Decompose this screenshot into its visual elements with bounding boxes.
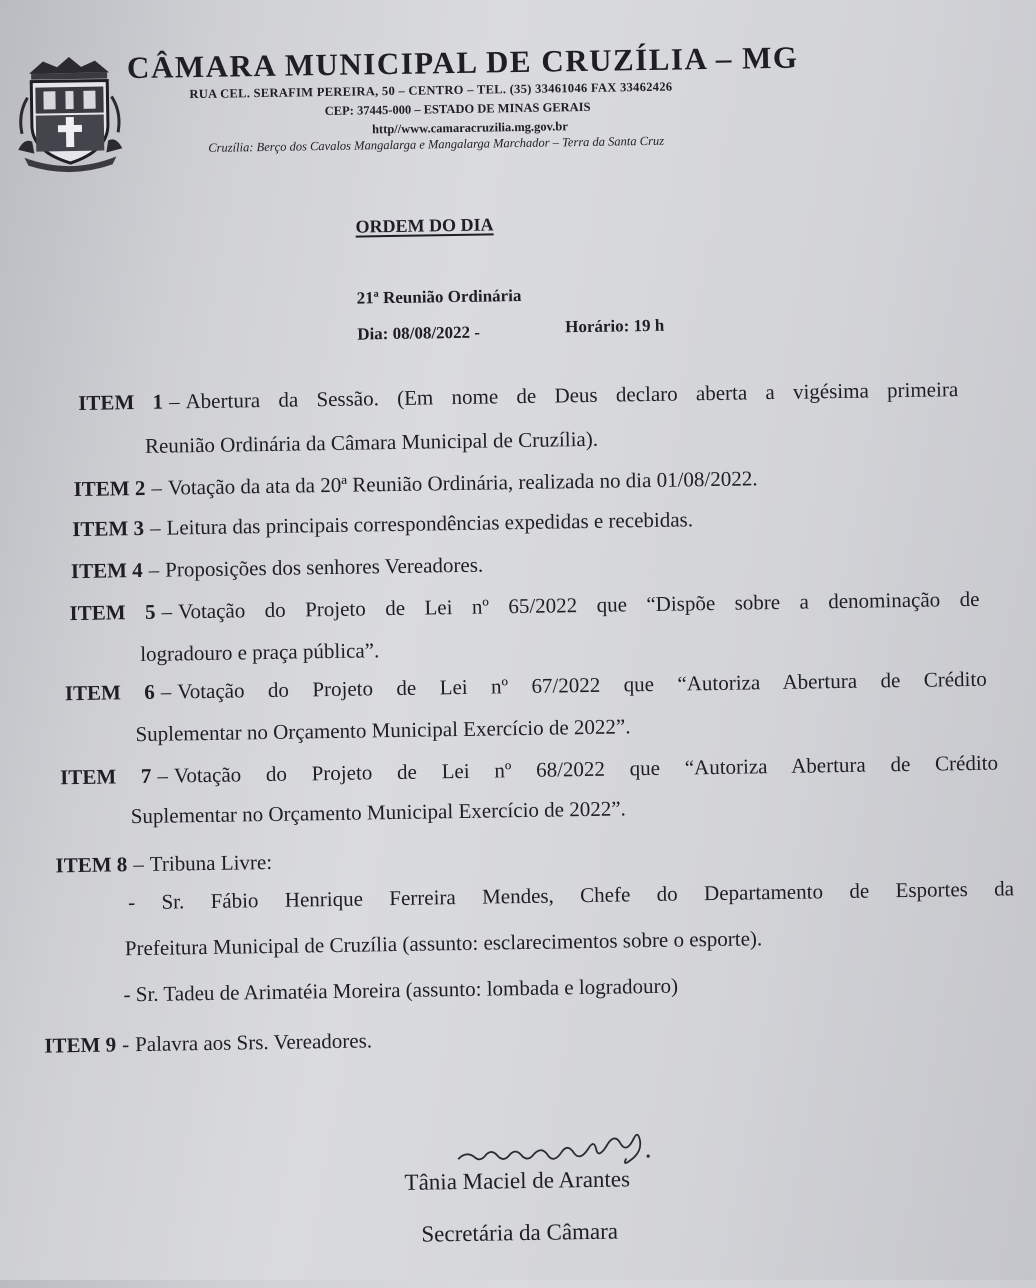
meeting-date: Dia: 08/08/2022 - <box>357 322 481 344</box>
meeting-name: 21ª Reunião Ordinária <box>356 285 522 308</box>
agenda-item-8-speaker-1-cont: Prefeitura Municipal de Cruzília (assunto: esclarecimentos sobre o esporte). <box>124 926 763 961</box>
agenda-item-8-speaker-2: - Sr. Tadeu de Arimatéia Moreira (assunto: lombada e logradouro) <box>123 973 679 1007</box>
item-text: Tribuna Livre: <box>149 849 273 876</box>
agenda-item-7: ITEM 7 – Votação do Projeto de Lei nº 68/2022 que “Autoriza Abertura de Crédito <box>59 750 999 790</box>
item-text: Votação do Projeto de Lei nº 67/2022 que “Autoriza Abertura de Crédito <box>177 666 987 704</box>
item-label: ITEM 6 <box>64 679 155 706</box>
item-label: ITEM 1 <box>78 389 164 415</box>
item-label: ITEM 5 <box>69 599 156 626</box>
item-text: Abertura da Sessão. (Em nome de Deus declaro aberta a vigésima primeira <box>185 377 959 414</box>
item-text: Votação do Projeto de Lei nº 65/2022 que “Dispõe sobre a denominação de <box>177 586 980 624</box>
item-label: ITEM 3 <box>72 515 145 542</box>
org-name: CÂMARA MUNICIPAL DE CRUZÍLIA – MG <box>126 39 799 86</box>
item-text: Proposições dos senhores Vereadores. <box>164 552 484 582</box>
agenda-item-1-cont: Reunião Ordinária da Câmara Municipal de Cruzília). <box>144 426 599 458</box>
item-label: ITEM 4 <box>70 557 143 584</box>
cep-line: CEP: 37445-000 – ESTADO DE MINAS GERAIS <box>324 99 591 119</box>
item-label: ITEM 7 <box>59 763 152 790</box>
address-line: RUA CEL. SERAFIM PEREIRA, 50 – CENTRO – TEL. (35) 33461046 FAX 33462426 <box>189 79 673 102</box>
item-text: Palavra aos Srs. Vereadores. <box>134 1028 373 1057</box>
coat-of-arms-icon <box>13 52 127 174</box>
item-text: Votação da ata da 20ª Reunião Ordinária, realizada no dia 01/08/2022. <box>167 466 758 500</box>
agenda-item-6: ITEM 6 – Votação do Projeto de Lei nº 67/2022 que “Autoriza Abertura de Crédito <box>64 666 987 706</box>
signer-name: Tânia Maciel de Arantes <box>404 1166 631 1195</box>
item-text: Votação do Projeto de Lei nº 68/2022 que “Autoriza Abertura de Crédito <box>173 750 999 788</box>
meeting-time: Horário: 19 h <box>564 315 665 337</box>
item-text: Leitura das principais correspondências expedidas e recebidas. <box>166 507 694 540</box>
item-label: ITEM 2 <box>73 475 146 502</box>
agenda-item-8: ITEM 8 – Tribuna Livre: <box>55 849 273 878</box>
agenda-item-6-cont: Suplementar no Orçamento Municipal Exercício de 2022”. <box>135 714 631 747</box>
agenda-item-8-speaker-1: - Sr. Fábio Henrique Ferreira Mendes, Chefe do Departamento de Esportes da <box>127 876 1015 915</box>
signer-role: Secretária da Câmara <box>421 1218 619 1247</box>
agenda-item-2: ITEM 2 – Votação da ata da 20ª Reunião Ordinária, realizada no dia 01/08/2022. <box>73 466 758 502</box>
motto-line: Cruzília: Berço dos Cavalos Mangalarga e Mangalarga Marchador – Terra da Santa Cruz <box>208 133 665 155</box>
agenda-item-7-cont: Suplementar no Orçamento Municipal Exercício de 2022”. <box>130 796 626 829</box>
item-label: ITEM 8 <box>55 852 128 878</box>
agenda-item-3: ITEM 3 – Leitura das principais correspondências expedidas e recebidas. <box>72 507 694 542</box>
agenda-item-5-cont: logradouro e praça pública”. <box>140 638 380 667</box>
item-label: ITEM 9 <box>44 1032 117 1058</box>
document-title: ORDEM DO DIA <box>355 214 494 237</box>
agenda-item-5: ITEM 5 – Votação do Projeto de Lei nº 65/2022 que “Dispõe sobre a denominação de <box>69 586 980 626</box>
website-line: http//www.camaracruzilia.mg.gov.br <box>371 119 568 137</box>
agenda-item-4: ITEM 4 – Proposições dos senhores Vereadores. <box>70 552 484 584</box>
agenda-item-9: ITEM 9 - Palavra aos Srs. Vereadores. <box>44 1028 373 1058</box>
agenda-item-1: ITEM 1 – Abertura da Sessão. (Em nome de Deus declaro aberta a vigésima primeira <box>78 377 959 415</box>
